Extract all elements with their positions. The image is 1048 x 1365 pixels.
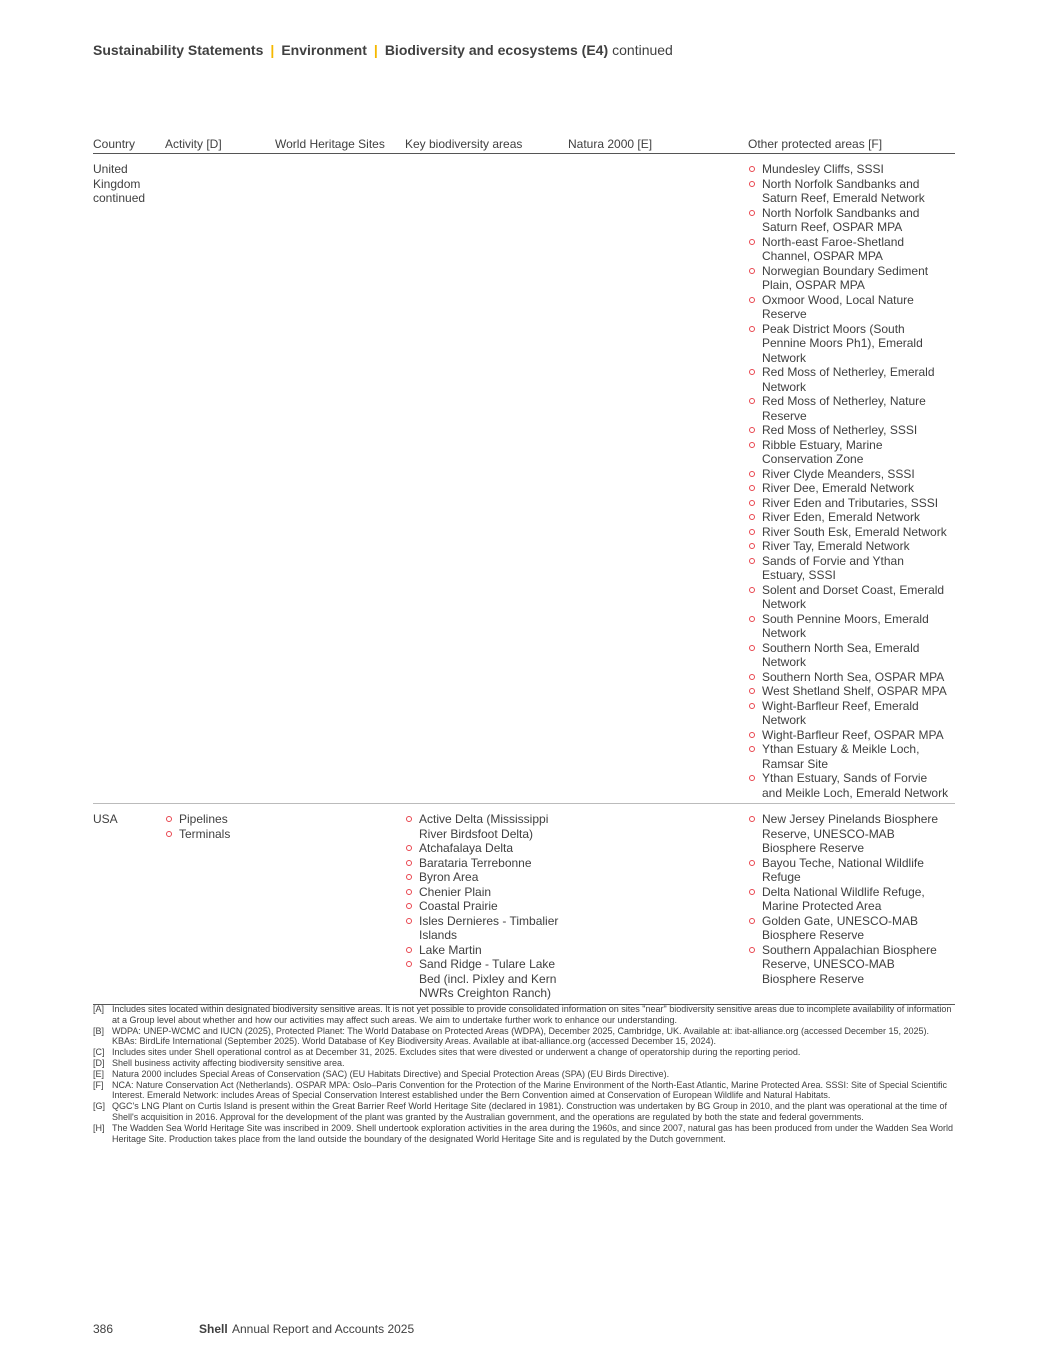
list-item: New Jersey Pinelands Biosphere Reserve, UNESCO-MAB Biosphere Reserve (748, 812, 949, 856)
list-item: North-east Faroe-Shetland Channel, OSPAR MPA (748, 235, 949, 264)
kba-cell (405, 154, 568, 804)
list-item: Sands of Forvie and Ythan Estuary, SSSI (748, 554, 949, 583)
footnote-ref: [F] (93, 1079, 104, 1090)
list-item: Barataria Terrebonne (405, 856, 562, 871)
page-footer (93, 1322, 415, 1336)
bullet-list (165, 812, 269, 841)
table-header-row (93, 136, 955, 154)
column-header-natura: Natura 2000 [E] (568, 136, 748, 154)
footnotes (93, 1004, 955, 1144)
footnote-ref: [A] (93, 1004, 105, 1014)
list-item: River Tay, Emerald Network (748, 539, 949, 554)
footnote-text: The Wadden Sea World Heritage Site was inscribed in 2009. Shell undertook exploration activities in the area during the 1960s, and since 2007, natural gas has been produced from under the Wadden Sea World Heritage Site. Production takes place from the land outside the boundary of the designated World Heritage Site and is regulated by the Dutch government. (112, 1122, 954, 1144)
list-item: Golden Gate, UNESCO-MAB Biosphere Reserve (748, 914, 949, 943)
list-item: Sand Ridge - Tulare Lake Bed (incl. Pixley and Kern NWRs Creighton Ranch) (405, 957, 562, 1001)
list-item: Wight-Barfleur Reef, OSPAR MPA (748, 728, 949, 743)
footnote-ref: [C] (93, 1047, 105, 1058)
table-row (93, 154, 955, 804)
footnote-ref: [B] (93, 1025, 105, 1036)
footnote (93, 1026, 955, 1048)
list-item: Wight-Barfleur Reef, Emerald Network (748, 699, 949, 728)
report-title: Annual Report and Accounts 2025 (232, 1322, 415, 1336)
list-item: South Pennine Moors, Emerald Network (748, 612, 949, 641)
footnote-ref: [D] (93, 1057, 105, 1068)
footnote-text: Includes sites under Shell operational control as at December 31, 2025. Excludes sites that were divested or underwent a change of operatorship during the reporting period. (112, 1047, 801, 1058)
footnote (93, 1058, 955, 1069)
country-cell: USA (93, 804, 165, 1005)
natura-cell (568, 154, 748, 804)
breadcrumb-suffix: continued (612, 42, 673, 58)
list-item: Mundesley Cliffs, SSSI (748, 162, 949, 177)
list-item: Byron Area (405, 870, 562, 885)
list-item: River Eden, Emerald Network (748, 510, 949, 525)
brand-name: Shell (199, 1322, 228, 1336)
kba-cell (405, 804, 568, 1005)
footnote-text: WDPA: UNEP-WCMC and IUCN (2025), Protected Planet: The World Database on Protected Areas (WDPA), December 2025, Cambridge, UK. Available at: ibat-alliance.org (accessed December 15, 2025). KBAs: BirdLife International (September 2025). World Database of Key Biodiversity Areas. Available at ibat-alliance.org (accessed December 15, 2024). (112, 1025, 930, 1047)
breadcrumb (93, 42, 673, 58)
table-row (93, 804, 955, 1005)
bullet-list (748, 162, 949, 800)
world-heritage-cell (275, 804, 405, 1005)
list-item: Red Moss of Netherley, Nature Reserve (748, 394, 949, 423)
column-header-kba: Key biodiversity areas (405, 136, 568, 154)
footnote-text: QGC's LNG Plant on Curtis Island is present within the Great Barrier Reef World Heritage Site (declared in 1981). Construction was undertaken by BG Group in 2010, and the plant was operational at the time of Shell's acquisition in 2016. Approval for the development of the plant was granted by the Australian government, and the operations are regulated by both the state and federal governments. (112, 1101, 947, 1122)
column-header-country: Country (93, 136, 165, 154)
column-header-activity: Activity [D] (165, 136, 275, 154)
list-item: Ribble Estuary, Marine Conservation Zone (748, 438, 949, 467)
activity-cell (165, 804, 275, 1005)
column-header-other: Other protected areas [F] (748, 136, 955, 154)
footnote (93, 1047, 955, 1058)
footnote-ref: [H] (93, 1122, 105, 1133)
footnote (93, 1080, 955, 1102)
list-item: North Norfolk Sandbanks and Saturn Reef, Emerald Network (748, 177, 949, 206)
list-item: Lake Martin (405, 943, 562, 958)
footnote (93, 1004, 955, 1026)
list-item: River South Esk, Emerald Network (748, 525, 949, 540)
breadcrumb-topic[interactable]: Biodiversity and ecosystems (E4) (384, 42, 609, 58)
list-item: Delta National Wildlife Refuge, Marine Protected Area (748, 885, 949, 914)
breadcrumb-separator: | (373, 42, 378, 58)
list-item: Solent and Dorset Coast, Emerald Network (748, 583, 949, 612)
list-item: Atchafalaya Delta (405, 841, 562, 856)
page-number: 386 (93, 1322, 114, 1336)
bullet-list (405, 812, 562, 1001)
bullet-list (748, 812, 949, 986)
world-heritage-cell (275, 154, 405, 804)
protected-areas-table (93, 136, 955, 1005)
list-item: Ythan Estuary & Meikle Loch, Ramsar Site (748, 742, 949, 771)
activity-cell (165, 154, 275, 804)
footnote-text: Shell business activity affecting biodiversity sensitive area. (112, 1057, 345, 1068)
table-body (93, 154, 955, 1005)
footnote-text: NCA: Nature Conservation Act (Netherlands). OSPAR MPA: Oslo–Paris Convention for the Protection of the Marine Environment of the North-East Atlantic, Marine Protected Area. SSSI: Site of Special Scientific Interest. Emerald Network: includes Areas of Special Conservation Interest established under the Bern Convention aimed at Conservation of European Wildlife and Natural Habitats. (112, 1079, 948, 1101)
list-item: Coastal Prairie (405, 899, 562, 914)
list-item: Peak District Moors (South Pennine Moors Ph1), Emerald Network (748, 322, 949, 366)
list-item: Active Delta (Mississippi River Birdsfoot Delta) (405, 812, 562, 841)
list-item: Red Moss of Netherley, Emerald Network (748, 365, 949, 394)
other-protected-areas-cell (748, 154, 955, 804)
footnote (93, 1069, 955, 1080)
list-item: River Clyde Meanders, SSSI (748, 467, 949, 482)
list-item: Ythan Estuary, Sands of Forvie and Meikle Loch, Emerald Network (748, 771, 949, 800)
list-item: Pipelines (165, 812, 269, 827)
list-item: Southern North Sea, Emerald Network (748, 641, 949, 670)
list-item: River Eden and Tributaries, SSSI (748, 496, 949, 511)
list-item: Red Moss of Netherley, SSSI (748, 423, 949, 438)
breadcrumb-separator: | (270, 42, 275, 58)
footnote (93, 1101, 955, 1123)
footnote-ref: [G] (93, 1101, 106, 1112)
footnote-text: Natura 2000 includes Special Areas of Conservation (SAC) (EU Habitats Directive) and Special Protection Areas (SPA) (EU Birds Directive). (112, 1068, 670, 1079)
protected-areas-table-container (93, 136, 955, 1005)
footnote (93, 1123, 955, 1145)
other-protected-areas-cell (748, 804, 955, 1005)
list-item: Bayou Teche, National Wildlife Refuge (748, 856, 949, 885)
list-item: West Shetland Shelf, OSPAR MPA (748, 684, 949, 699)
footnote-ref: [E] (93, 1068, 105, 1079)
list-item: Oxmoor Wood, Local Nature Reserve (748, 293, 949, 322)
breadcrumb-subsection[interactable]: Environment (281, 42, 367, 58)
column-header-world-heritage: World Heritage Sites (275, 136, 405, 154)
list-item: North Norfolk Sandbanks and Saturn Reef, OSPAR MPA (748, 206, 949, 235)
list-item: Chenier Plain (405, 885, 562, 900)
country-cell: United Kingdom continued (93, 154, 165, 804)
list-item: Isles Dernieres - Timbalier Islands (405, 914, 562, 943)
breadcrumb-section[interactable]: Sustainability Statements (93, 42, 264, 58)
list-item: Terminals (165, 827, 269, 842)
footnote-text: Includes sites located within designated biodiversity sensitive areas. It is not yet possible to provide consolidated information on sites "near" biodiversity sensitive areas due to incomplete availability of information at a Group level about whether and how our activities may affect such areas. We aim to undertake further work to enhance our understanding. (112, 1004, 952, 1025)
list-item: Southern Appalachian Biosphere Reserve, UNESCO-MAB Biosphere Reserve (748, 943, 949, 987)
natura-cell (568, 804, 748, 1005)
list-item: River Dee, Emerald Network (748, 481, 949, 496)
list-item: Southern North Sea, OSPAR MPA (748, 670, 949, 685)
list-item: Norwegian Boundary Sediment Plain, OSPAR MPA (748, 264, 949, 293)
